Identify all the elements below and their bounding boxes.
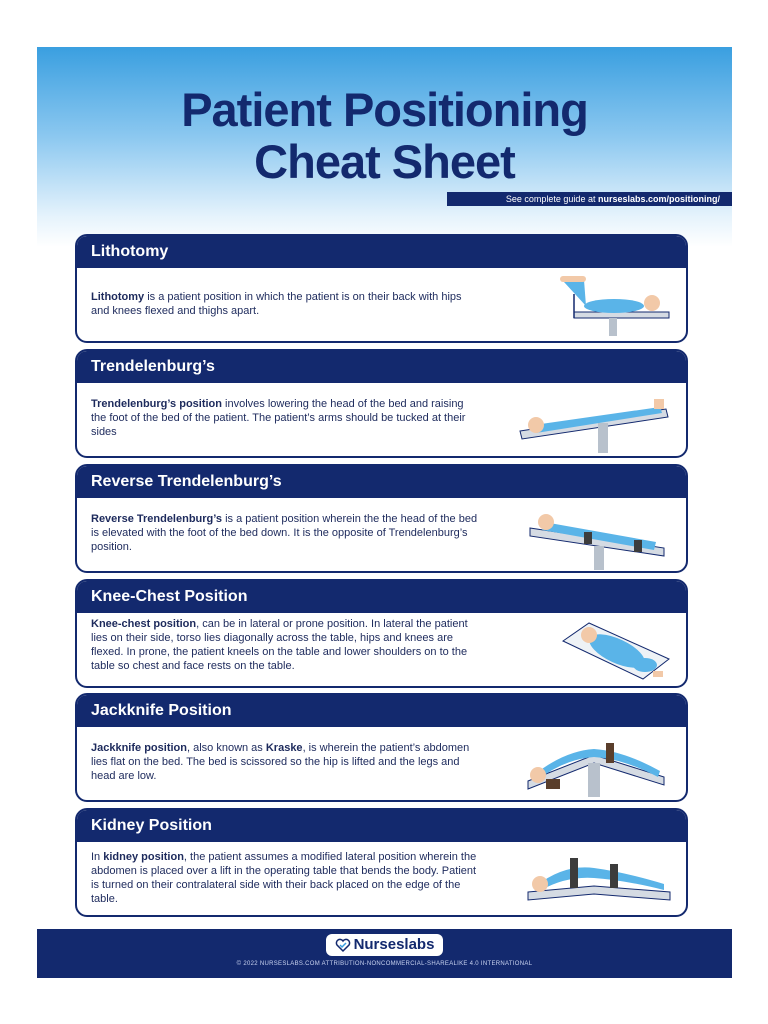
desc-bold: Knee-chest position — [91, 618, 197, 630]
desc-text: involves lowering the head of the bed and raising the foot of the bed of the patient. The patient’s arms should be tucked at their sides — [91, 398, 466, 438]
nurseslabs-logo[interactable] — [326, 934, 443, 956]
reverse-trendelenburg-illustration — [524, 502, 674, 572]
logo-text: Nurseslabs — [353, 936, 435, 953]
desc-bold: Reverse Trendelenburg’s — [91, 513, 223, 525]
desc-bold: Lithotomy — [91, 291, 145, 303]
footer — [37, 929, 732, 978]
kidney-position-illustration — [524, 846, 674, 916]
lithotomy-position-illustration — [544, 272, 674, 340]
desc-bold: Jackknife position — [91, 742, 187, 754]
card-description — [91, 617, 481, 673]
card-kidney — [75, 808, 688, 917]
desc-text: , the patient assumes a modified lateral position wherein the abdomen is placed over a lift in the operating table that bends the body. Patient is turned on their contralateral side with their back placed on the edge of the table. — [91, 851, 477, 905]
desc-text: , can be in lateral or prone position. In lateral the patient lies on their side, torso lies diagonally across the table, hips and knees are flexed. In prone, the patient kneels on the table and lower shoulders on to the table so chest and face rests on the table. — [91, 618, 468, 672]
jackknife-position-illustration — [524, 731, 674, 801]
cheat-sheet — [37, 47, 732, 978]
card-title: Jackknife Position — [77, 695, 686, 727]
card-trendelenburg — [75, 349, 688, 458]
card-title: Reverse Trendelenburg’s — [77, 466, 686, 498]
copyright-text: © 2022 NURSESLABS.COM ATTRIBUTION-NONCOMMERCIAL-SHAREALIKE 4.0 INTERNATIONAL — [236, 961, 533, 967]
desc-text: is a patient position in which the patient is on their back with hips and knees flexed and thighs apart. — [91, 291, 462, 317]
desc-text: In — [91, 851, 104, 863]
card-lithotomy — [75, 234, 688, 343]
desc-text: , is wherein the patient’s abdomen lies flat on the bed. The bed is scissored so the hip is lifted and the legs and head are low. — [91, 742, 470, 782]
heart-logo-icon — [335, 937, 351, 953]
page-title-line1: Patient Positioning — [181, 83, 588, 136]
desc-bold: Trendelenburg’s position — [91, 398, 222, 410]
card-reverse-trendelenburg — [75, 464, 688, 573]
desc-text: is a patient position wherein the the head of the bed is elevated with the foot of the bed down. It is the opposite of Trendelenburg’s position. — [91, 513, 478, 553]
guide-prefix: See complete guide at — [505, 194, 596, 204]
card-title: Lithotomy — [77, 236, 686, 268]
page-title-line2: Cheat Sheet — [254, 135, 515, 188]
guide-url[interactable]: nurseslabs.com/positioning/ — [597, 194, 720, 204]
guide-link[interactable] — [447, 192, 732, 206]
card-description — [91, 850, 481, 906]
desc-text: , also known as — [186, 742, 266, 754]
card-description — [91, 397, 481, 439]
card-title: Kidney Position — [77, 810, 686, 842]
card-description — [91, 290, 481, 318]
desc-bold: kidney position — [103, 851, 184, 863]
card-title: Trendelenburg’s — [77, 351, 686, 383]
card-jackknife — [75, 693, 688, 802]
card-knee-chest — [75, 579, 688, 688]
desc-bold-alt: Kraske — [265, 742, 303, 754]
card-description — [91, 512, 481, 554]
card-title: Knee-Chest Position — [77, 581, 686, 613]
trendelenburg-position-illustration — [514, 387, 674, 457]
knee-chest-position-illustration — [559, 617, 674, 687]
card-description — [91, 741, 481, 783]
